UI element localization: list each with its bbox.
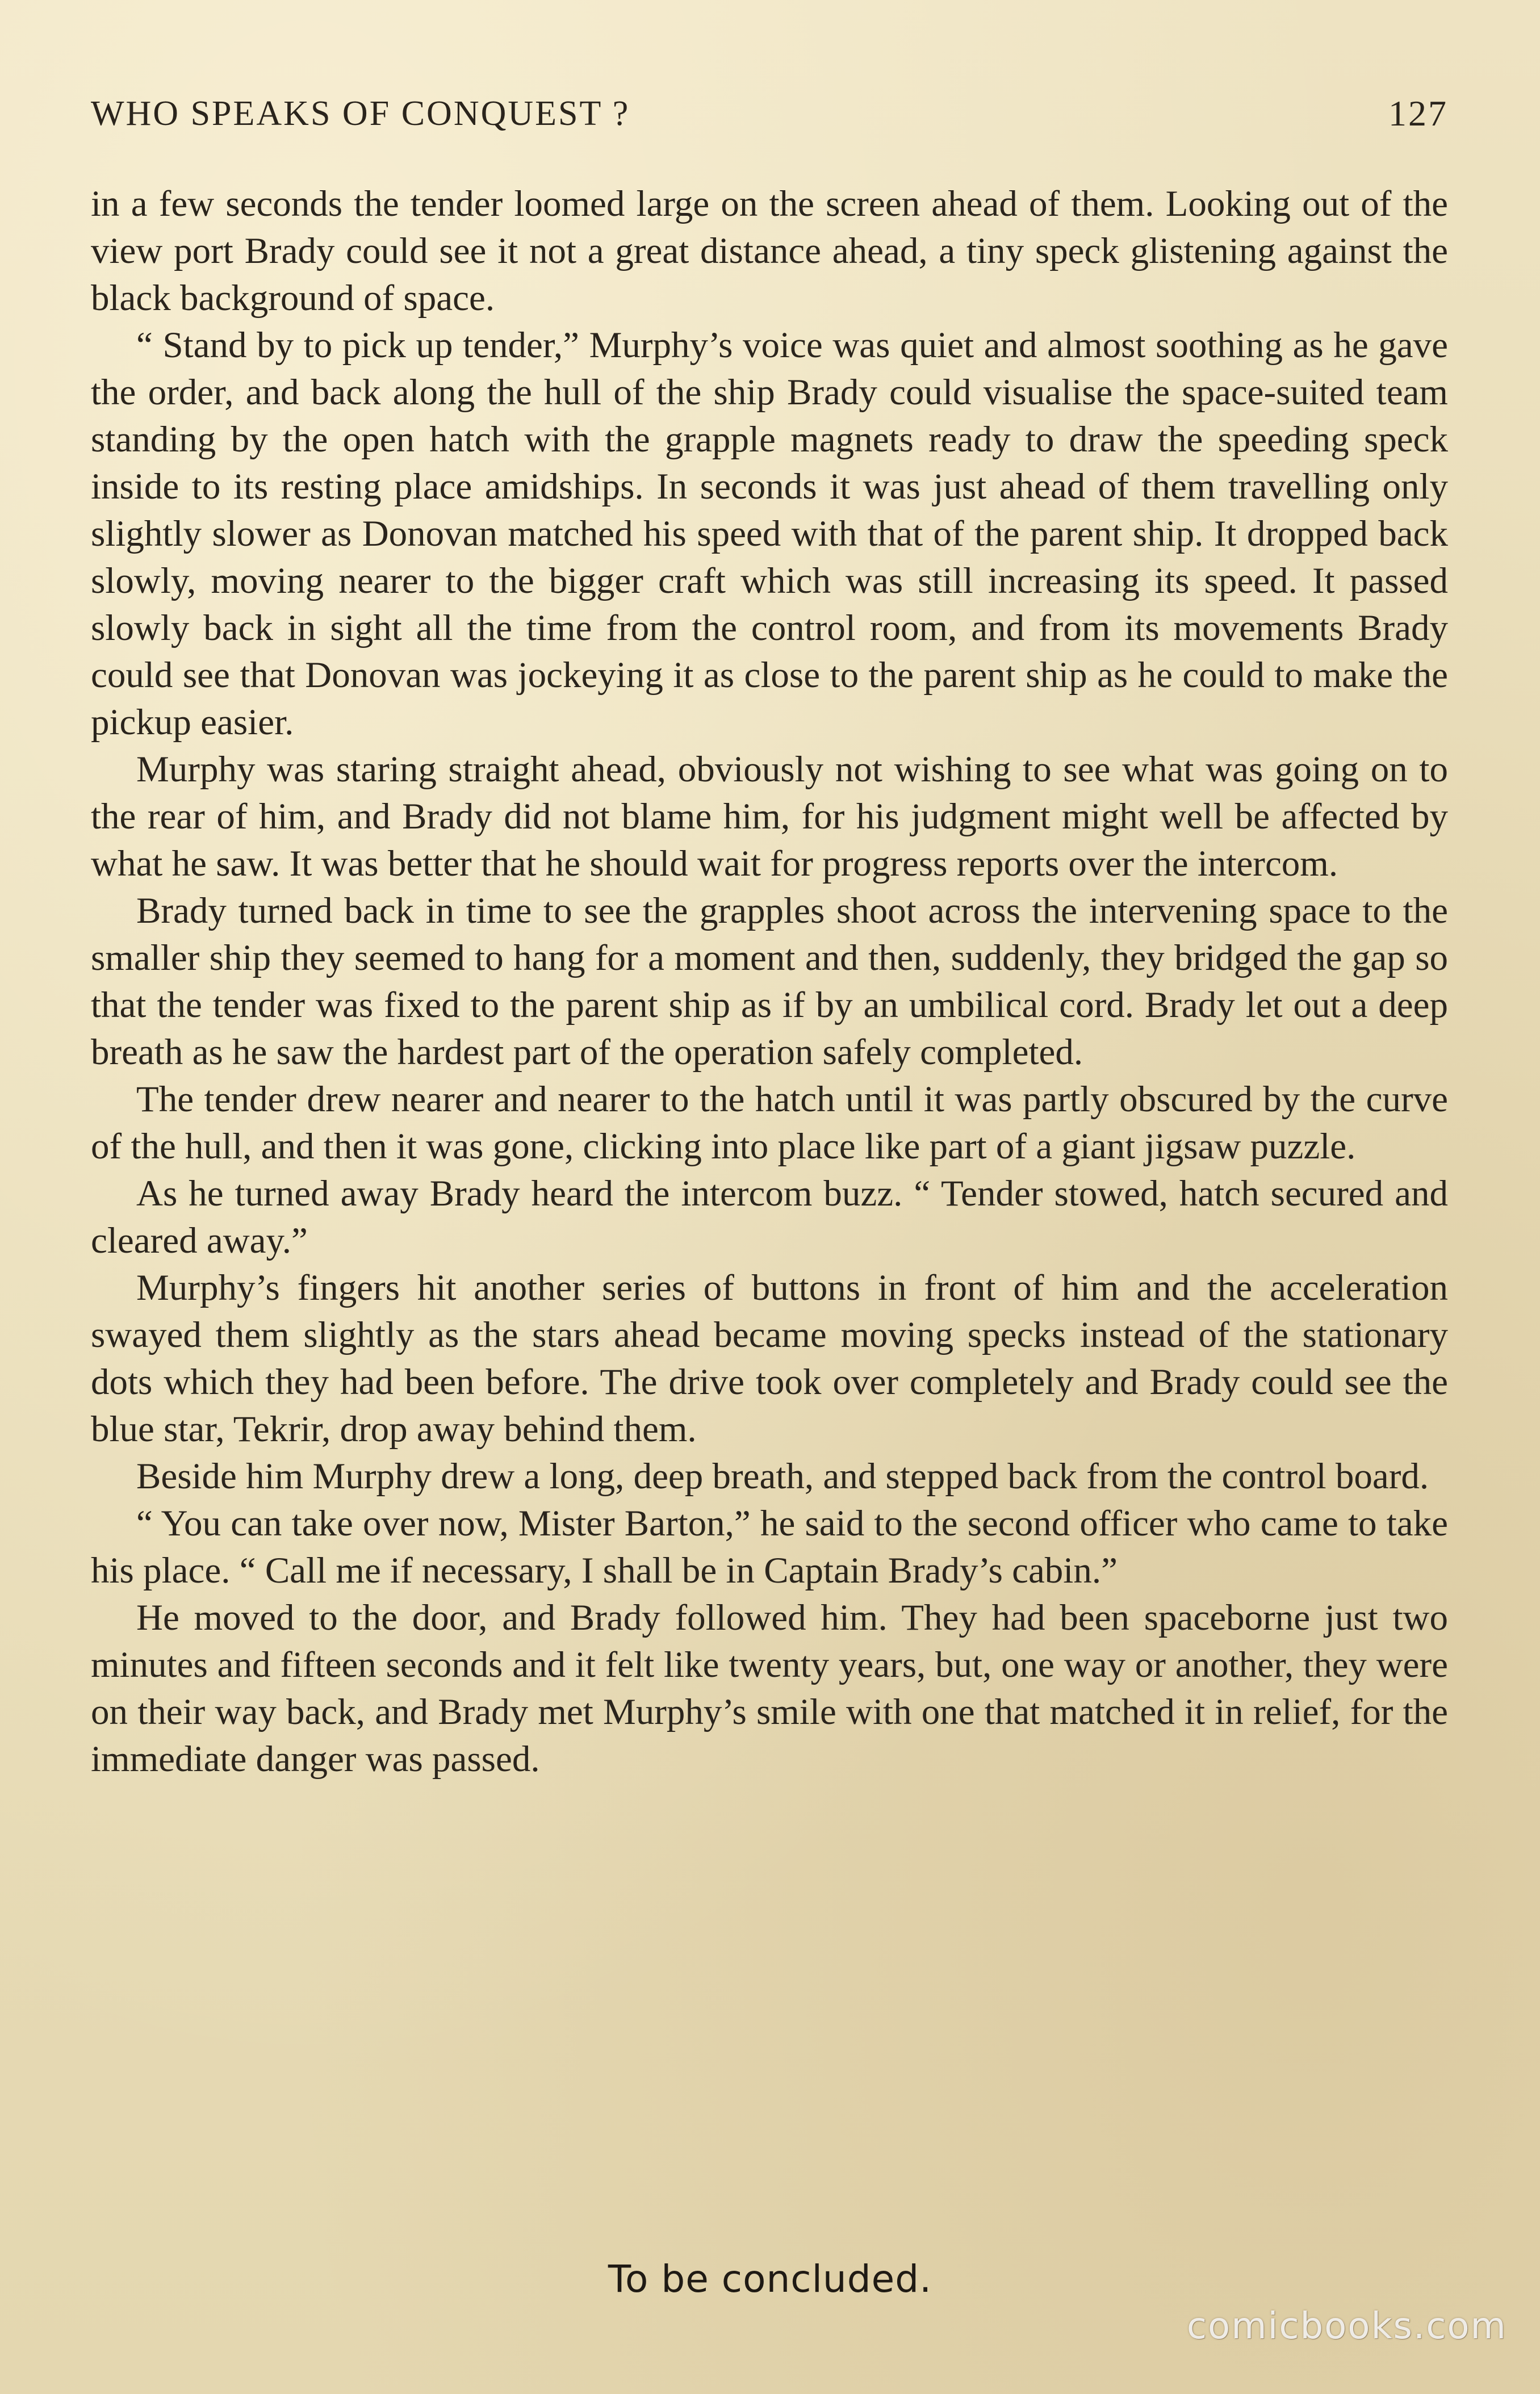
paragraph: Murphy was staring straight ahead, obviously not wishing to see what was going on to the rear of him, and Brady did not blame him, for his judgment might well be affected by what he saw. It was better that he should wait for progress reports over the intercom. xyxy=(91,749,1448,884)
page-number: 127 xyxy=(1388,93,1448,133)
site-watermark: comicbooks.com xyxy=(1186,2305,1507,2347)
paragraph: in a few seconds the tender loomed large on the screen ahead of them. Looking out of the view port Brady could see it not a great distance ahead, a tiny speck glistening against the black background of space. xyxy=(91,183,1448,319)
paragraph: He moved to the door, and Brady followed him. They had been spaceborne just two minutes and fifteen seconds and it felt like twenty years, but, one way or another, they were on their way back, and Brady met Murphy’s smile with one that matched it in relief, for the immediate danger was passed. xyxy=(91,1597,1448,1780)
paragraph: The tender drew nearer and nearer to the hatch until it was partly obscured by the curve of the hull, and then it was gone, clicking into place like part of a giant jigsaw puzzle. xyxy=(91,1079,1448,1167)
paragraph: Murphy’s fingers hit another series of buttons in front of him and the acceleration swayed them slightly as the stars ahead became moving specks instead of the stationary dots which they had been before. The drive took over completely and Brady could see the blue star, Tekrir, drop away behind them. xyxy=(91,1267,1448,1450)
running-head xyxy=(91,85,1448,142)
paragraph: “ You can take over now, Mister Barton,” he said to the second officer who came to take his place. “ Call me if necessary, I shall be in Captain Brady’s cabin.” xyxy=(91,1503,1448,1591)
to-be-concluded-note: To be concluded. xyxy=(608,2257,932,2301)
running-title: WHO SPEAKS OF CONQUEST ? xyxy=(91,94,630,133)
story-text xyxy=(91,181,1448,1783)
paragraph: “ Stand by to pick up tender,” Murphy’s voice was quiet and almost soothing as he gave the order, and back along the hull of the ship Brady could visualise the space-suited team standing by the open hatch with the grapple magnets ready to draw the speeding speck inside to its resting place amidships. In seconds it was just ahead of them travelling only slightly slower as Donovan matched his speed with that of the parent ship. It dropped back slowly, moving nearer to the bigger craft which was still increasing its speed. It passed slowly back in sight all the time from the control room, and from its movements Brady could see that Donovan was jockeying it as close to the parent ship as he could to make the pickup easier. xyxy=(91,325,1448,743)
paragraph: Beside him Murphy drew a long, deep breath, and stepped back from the control board. xyxy=(136,1456,1429,1497)
paragraph: Brady turned back in time to see the grapples shoot across the intervening space to the smaller ship they seemed to hang for a moment and then, suddenly, they bridged the gap so that the tender was fixed to the parent ship as if by an umbilical cord. Brady let out a deep breath as he saw the hardest part of the operation safely completed. xyxy=(91,890,1448,1073)
paragraph: As he turned away Brady heard the intercom buzz. “ Tender stowed, hatch secured and cleared away.” xyxy=(91,1173,1448,1261)
